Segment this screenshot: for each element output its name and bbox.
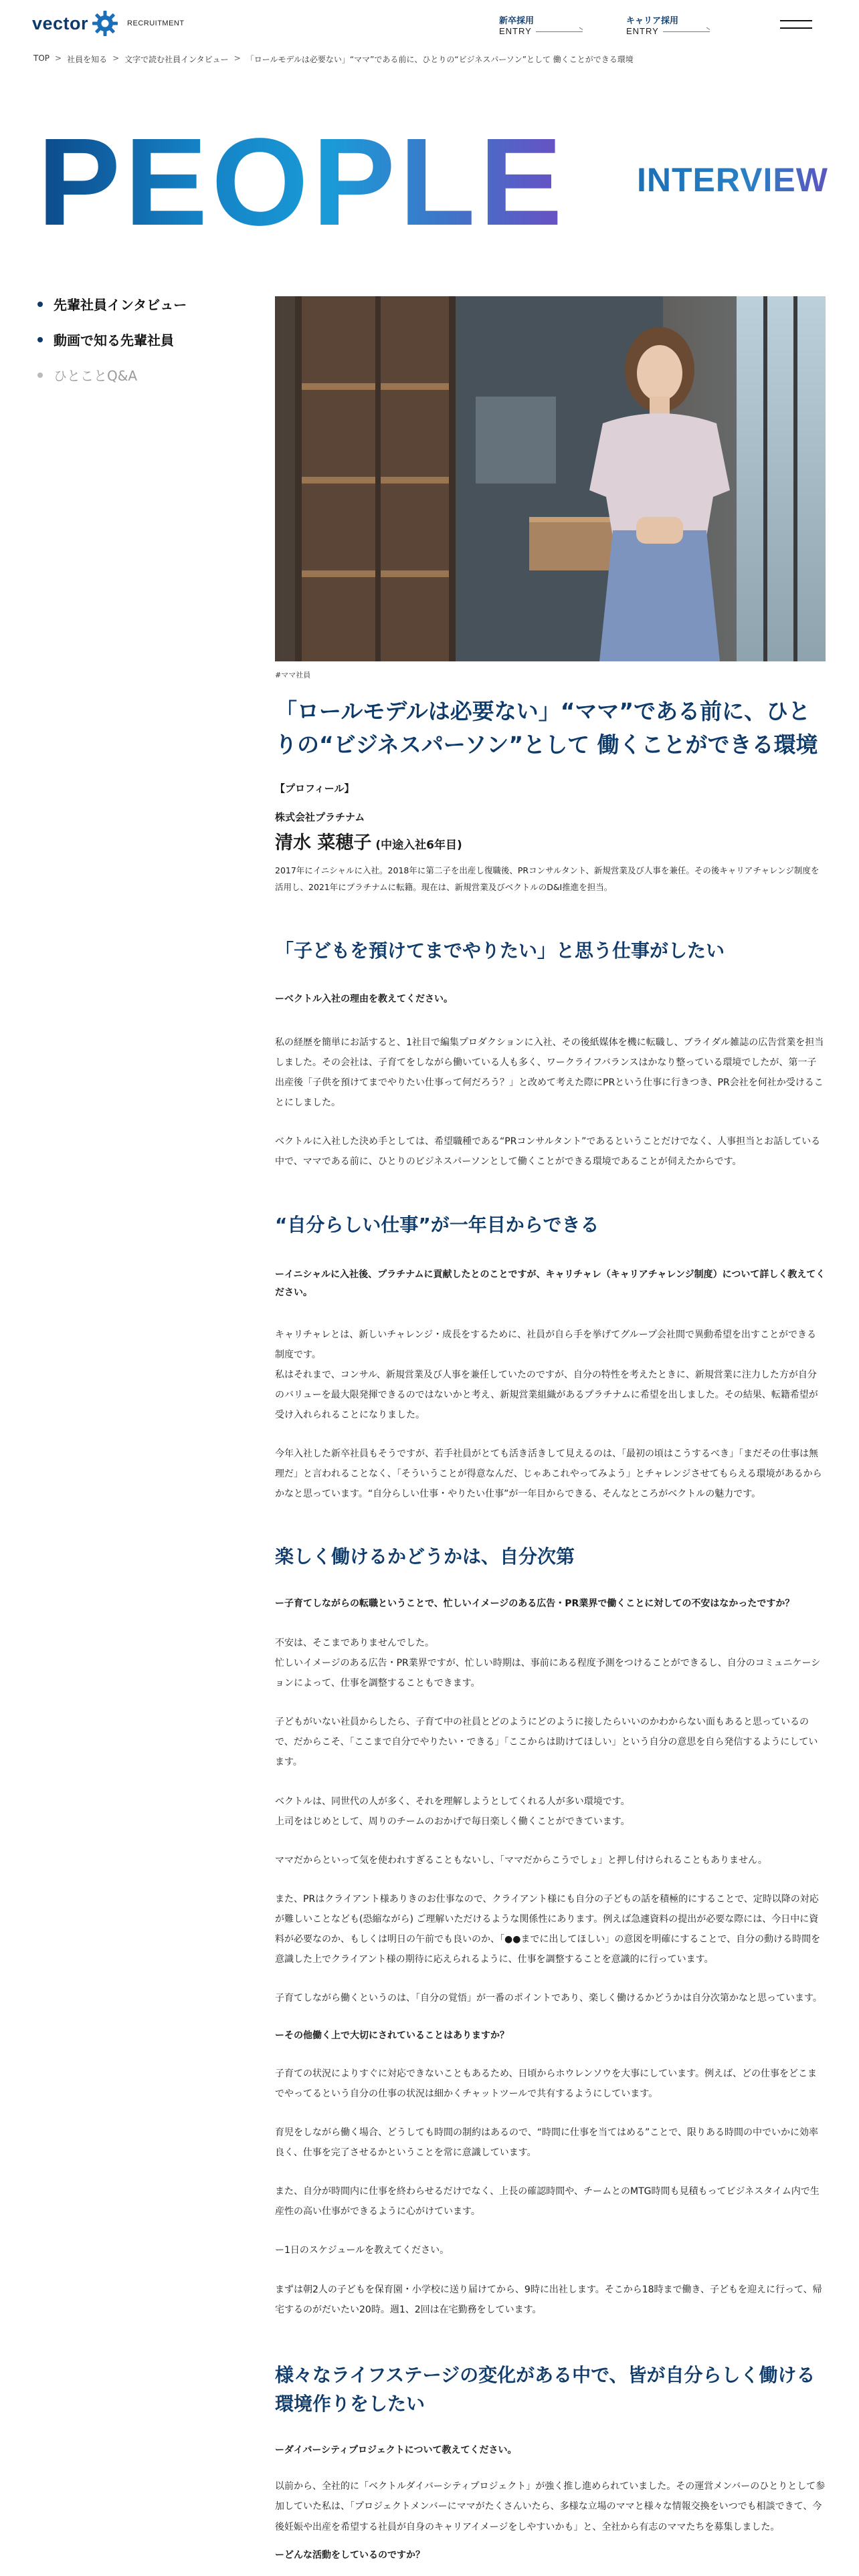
- sidenav-item-label: ひとことQ&A: [54, 368, 138, 384]
- paragraph: 育児をしながら働く場合、どうしても時間の制約はあるので、“時間に仕事を当てはめる”ことで、限りある時間の中でいかに効率良く、仕事を完了させるかということを常に意識しています。: [275, 2127, 818, 2159]
- bullet-dot-icon: [37, 302, 43, 307]
- profile-company: 株式会社プラチナム: [275, 811, 365, 823]
- section-heading: 様々なライフステージの変化がある中で、皆が自分らしく働ける環境作りをしたい: [275, 2364, 816, 2416]
- paragraph: また、PRはクライアント様ありきのお仕事なので、クライアント様にも自分の子どもの話を積極的にすることで、定時以降の対応が難しいことなども(恐縮ながら) ご理解いただけるような関係性にあります。例えば急遽資料の提出が必要な際には、今日中に資料が必要なのか、もしくは明日の午前でも良いのか、「●●までに出してほしい」の意図を明確にすることで、自分の動ける時間を意識した上でクライアント様の期待に応えられるように、仕事を調整することを意識的に行っています。: [275, 1893, 821, 1965]
- site-header: [0, 0, 859, 47]
- paragraph: 子育てしながら働くというのは、「自分の覚悟」が一番のポイントであり、楽しく働けるかどうかは自分次第かなと思っています。: [275, 1993, 822, 2004]
- sidenav-item-qa[interactable]: [37, 365, 187, 385]
- arrow-right-icon: [663, 31, 710, 32]
- profile-name: 清水 菜穂子: [275, 833, 372, 853]
- paragraph: 今年入社した新卒社員もそうですが、若手社員がとても活き活きして見えるのは、「最初の頃はこうするべき」「まだその仕事は無理だ」と言われることなく、「そういうことが得意なんだ、じゃあこれやってみよう」とチャレンジさせてもらえる環境があるからかなと思っています。“自分らしい仕事・やりたい仕事”が一年目からできる、そんなところがベクトルの魅力です。: [275, 1448, 822, 1500]
- photo-caption-tag[interactable]: #ママ社員: [275, 671, 311, 679]
- sidenav-item-label: 先輩社員インタビュー: [54, 297, 187, 313]
- breadcrumb-separator: >: [55, 53, 62, 63]
- profile-name-line: [275, 828, 826, 854]
- profile-body: 2017年にイニシャルに入社。2018年に第二子を出産し復職後、PRコンサルタント、新規営業及び人事を兼任。その後キャリアチャレンジ制度を活用し、2021年にプラチナムに転籍。現在は、新規営業及びベクトルのD&I推進を担当。: [275, 865, 820, 892]
- interview-question: ー子育てしながらの転職ということで、忙しいイメージのある広告・PR業界で働くことに対しての不安はなかったですか？: [275, 1598, 795, 1610]
- paragraph: また、自分が時間内に仕事を終わらせるだけでなく、上長の確認時間や、チームとのMTG時間も見積もってビジネスタイム内で生産性の高い仕事ができるように心がけています。: [275, 2186, 820, 2218]
- bullet-dot-icon: [37, 372, 43, 378]
- entry-new-label: ENTRY: [499, 26, 532, 36]
- article-title: 「ロールモデルは必要ない」“ママ”である前に、ひとりの“ビジネスパーソン”として 働くことができる環境: [275, 698, 818, 758]
- bullet-dot-icon: [37, 337, 43, 342]
- paragraph: まずは朝2人の子どもを保育園・小学校に送り届けてから、9時に出社します。そこから18時まで働き、子どもを迎えに行って、帰宅するのがだいたい20時。週1、2回は在宅勤務をしています。: [275, 2284, 822, 2315]
- menu-hamburger-icon[interactable]: [780, 20, 812, 31]
- interview-question: ーどんな活動をしているのですか？: [275, 2549, 425, 2561]
- logo-subtitle: RECRUITMENT: [127, 19, 185, 27]
- paragraph: ベクトルに入社した決め手としては、希望職種である“PRコンサルタント”であるということだけでなく、人事担当とお話している中で、ママである前に、ひとりのビジネスパーソンとして働くことができる環境であることが伺えたからです。: [275, 1136, 821, 1168]
- breadcrumb-know-employees[interactable]: 社員を知る: [67, 55, 108, 64]
- side-navigation: [37, 294, 187, 401]
- breadcrumb-top[interactable]: TOP: [33, 53, 50, 63]
- logo-text: vector: [32, 13, 89, 33]
- section-4: [275, 2361, 826, 2564]
- breadcrumb: [33, 53, 634, 65]
- interview-question: ーその他働く上で大切にされていることはありますか？: [275, 2030, 509, 2042]
- office-photo-illustration: [275, 296, 826, 661]
- hero-subtitle: INTERVIEW: [637, 161, 828, 199]
- paragraph: ベクトルは、同世代の人が多く、それを理解しようとしてくれる人が多い環境です。: [275, 1796, 630, 1807]
- hero-title: PEOPLE: [37, 113, 567, 251]
- sidenav-item-interview[interactable]: [37, 294, 187, 314]
- section-heading: “自分らしい仕事”が一年目からできる: [275, 1214, 599, 1236]
- profile-tenure: (中途入社6年目): [375, 839, 462, 852]
- entry-career-link[interactable]: [626, 13, 710, 37]
- sidenav-item-video[interactable]: [37, 330, 187, 349]
- breadcrumb-text-interview[interactable]: 文字で読む社員インタビュー: [124, 55, 229, 64]
- article-main: [275, 296, 826, 895]
- section-1: [275, 936, 826, 1172]
- paragraph: 私はそれまで、コンサル、新規営業及び人事を兼任していたのですが、自分の特性を考えたときに、新規営業に注力した方が自分のバリューを最大限発揮できるのではないかと考え、新規営業組織があるプラチナムに希望を出しました。その結果、転籍希望が受け入れられることになりました。: [275, 1369, 818, 1420]
- entry-new-grad-link[interactable]: [499, 13, 583, 37]
- paragraph: ママだからといって気を使われすぎることもないし、「ママだからこうでしょ」と押し付けられることもありません。: [275, 1854, 767, 1866]
- section-heading: 「子どもを預けてまでやりたい」と思う仕事がしたい: [275, 940, 725, 962]
- section-2: [275, 1210, 826, 1504]
- paragraph: キャリチャレとは、新しいチャレンジ・成長をするために、社員が自ら手を挙げてグループ会社間で異動希望を出すことができる制度です。: [275, 1329, 817, 1360]
- paragraph: 私の経歴を簡単にお話すると、1社目で編集プロダクションに入社、その後紙媒体を機に転職し、ブライダル雑誌の広告営業を担当しました。その会社は、子育てをしながら働いている人も多く、ワークライフバランスはかなり整っている環境でしたが、第一子出産後「子供を預けてまでやりたい仕事って何だろう？」と改めて考えた際にPRという仕事に行きつき、PR会社を何社か受けることにしました。: [275, 1037, 824, 1109]
- paragraph: 忙しいイメージのある広告・PR業界ですが、忙しい時期は、事前にある程度予測をつけることができるし、自分のコミュニケーションによって、仕事を調整することもできます。: [275, 1658, 821, 1689]
- logo[interactable]: [32, 9, 185, 37]
- interview-question: ーイニシャルに入社後、プラチナムに貢献したとのことですが、キャリチャレ（キャリアチャレンジ制度）について詳しく教えてください。: [275, 1269, 826, 1298]
- entry-career-label: ENTRY: [626, 26, 659, 36]
- paragraph: 以前から、全社的に「ベクトルダイバーシティプロジェクト」が強く推し進められていました。その運営メンバーのひとりとして参加していた私は、「プロジェクトメンバーにママがたくさんいたら、多様な立場のママと様々な情報交換をいつでも相談できて、今後妊娠や出産を希望する社員が自身のキャリアイメージをしやすいかも」と、全社から有志のママたちを募集しました。: [275, 2481, 826, 2533]
- interview-question: ーダイバーシティプロジェクトについて教えてください。: [275, 2444, 517, 2456]
- logo-gear-icon: [91, 9, 119, 37]
- paragraph: 上司をはじめとして、周りのチームのおかげで毎日楽しく働くことができています。: [275, 1816, 630, 1827]
- entry-career-title: キャリア採用: [626, 16, 679, 26]
- arrow-right-icon: [536, 31, 583, 32]
- paragraph: 不安は、そこまでありませんでした。: [275, 1637, 434, 1648]
- interview-question: ーベクトル入社の理由を教えてください。: [275, 994, 453, 1005]
- profile-heading: 【プロフィール】: [275, 782, 355, 794]
- paragraph: 子育ての状況によりすぐに対応できないこともあるため、日頃からホウレンソウを大事にしています。例えば、どの仕事をどこまでやってるという自分の仕事の状況は細かくチャットツールで共有するようにしています。: [275, 2068, 817, 2099]
- section-heading: 楽しく働けるかどうかは、自分次第: [275, 1545, 575, 1568]
- section-3: [275, 1542, 826, 2320]
- breadcrumb-separator: >: [233, 53, 241, 63]
- paragraph: 子どもがいない社員からしたら、子育て中の社員とどのようにどのように接したらいいのかわからない面もあると思っているので、だからこそ、「ここまで自分でやりたい・できる」「ここからは助けてほしい」という自分の意思を自ら発信するようにしています。: [275, 1717, 818, 1768]
- breadcrumb-current: 「ロールモデルは必要ない」“ママ”である前に、ひとりの“ビジネスパーソン”として 働くことができる環境: [246, 55, 634, 64]
- sidenav-item-label: 動画で知る先輩社員: [54, 332, 174, 348]
- interview-photo: [275, 296, 826, 661]
- entry-new-title: 新卒採用: [499, 16, 535, 26]
- breadcrumb-separator: >: [112, 53, 120, 63]
- interview-question: ー1日のスケジュールを教えてください。: [275, 2245, 450, 2256]
